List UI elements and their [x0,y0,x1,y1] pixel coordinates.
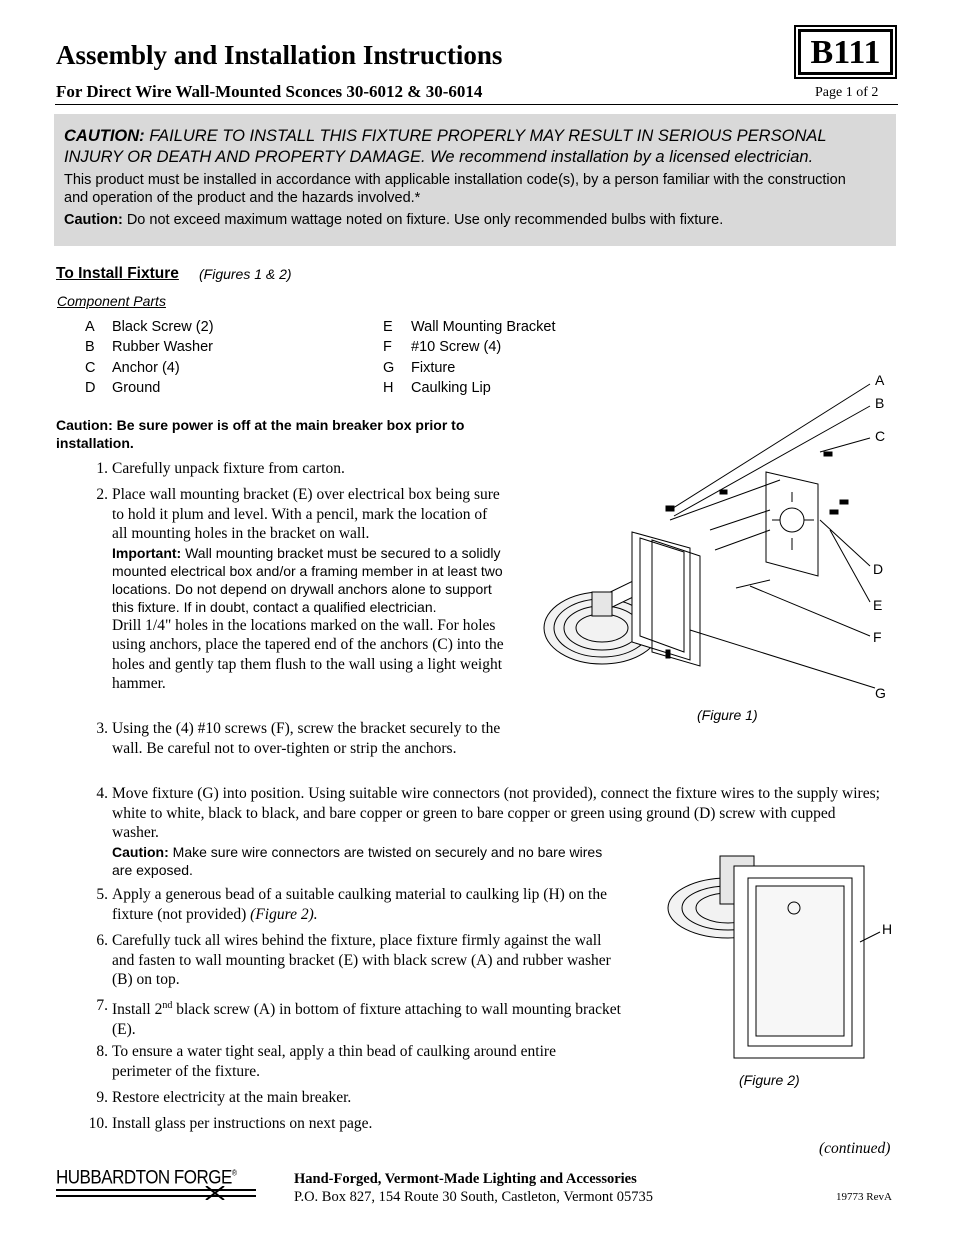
part-name: Wall Mounting Bracket [411,319,556,335]
part-letter: G [383,360,395,376]
step-body [112,885,624,924]
caution-warning-text: FAILURE TO INSTALL THIS FIXTURE PROPERLY MAY RESULT IN SERIOUS PERSONAL INJURY OR DEATH AND PROPERTY DAMAGE. We recommend installation by a licensed electrician. [64,127,827,166]
step-text: Using the (4) #10 screws (F), screw the bracket securely to the wall. Be careful not to over-tighten or strip the anchors. [112,720,501,757]
part-letter: D [85,380,96,396]
step-text: Install glass per instructions on next page. [112,1115,373,1132]
part-letter: F [383,339,392,355]
part-letter: B [85,339,95,355]
caution-warning [64,126,884,168]
hubbardton-forge-logo [56,1166,262,1205]
step-text: Apply a generous bead of a suitable caulking material to caulking lip (H) on the fixture (not provided) [112,886,607,923]
part-letter: E [383,319,393,335]
page-title: Assembly and Installation Instructions [56,40,503,70]
step-text: Carefully unpack fixture from carton. [112,460,345,477]
part-name: Anchor (4) [112,360,180,376]
continued-text: (continued) [819,1140,891,1157]
part-name: #10 Screw (4) [411,339,502,355]
step-number: 10. [88,1115,108,1132]
wattage-caution-label: Caution: [64,212,123,228]
figure-1-exploded-diagram [540,370,900,710]
wattage-caution-text: Do not exceed maximum wattage noted on fixture. Use only recommended bulbs with fixture. [126,212,724,228]
step-body [112,996,627,1039]
wire-caution-note [112,843,624,879]
step-number: 4. [96,785,108,802]
figure-2-caption: (Figure 2) [739,1072,800,1088]
figure-1-label-b: B [875,395,885,411]
drill-instructions: Drill 1/4" holes in the locations marked on the wall. For holes using anchors, place the tapered end of the anchors (C) into the holes and gently tap them flush to the wall using a light weight hammer. [112,616,504,692]
figure-2-label-h: H [882,921,893,937]
component-parts-heading: Component Parts [57,293,166,309]
step-number: 2. [96,486,108,503]
part-letter: A [85,319,95,335]
step-number: 7. [96,997,108,1014]
step-text: To ensure a water tight seal, apply a thin bead of caulking around entire perimeter of the fixture. [112,1043,556,1080]
figure-1-caption: (Figure 1) [697,707,758,723]
step-number: 6. [96,932,108,949]
figure-1-label-e: E [873,597,883,613]
important-text: Wall mounting bracket must be secured to a solidly mounted electrical box and/or a framing member in at least two locations. Do not depend on drywall anchors alone to support this fixture. If in doubt, contact a qualified electrician. [112,544,503,615]
figure-1-label-g: G [875,685,886,701]
section-figures-ref: (Figures 1 & 2) [199,266,292,282]
figure-1-label-f: F [873,629,882,645]
step-text-post: black screw (A) in bottom of fixture attaching to wall mounting bracket (E). [112,1001,621,1038]
power-off-caution: Caution: Be sure power is off at the main breaker box prior to installation. [56,417,465,451]
step-number: 3. [96,720,108,737]
important-label: Important: [112,544,182,561]
figure-1-label-d: D [873,561,884,577]
logo-registered-mark: ® [231,1169,237,1178]
page-number: Page 1 of 2 [815,85,879,100]
footer-address: P.O. Box 827, 154 Route 30 South, Castleton, Vermont 05735 [294,1189,654,1205]
document-id-badge: B111 [798,29,893,75]
part-name: Fixture [411,360,456,376]
part-name: Rubber Washer [112,339,214,355]
wire-caution-label: Caution: [112,843,169,860]
section-heading: To Install Fixture [56,265,179,282]
step-number: 8. [96,1043,108,1060]
caution-label: CAUTION: [64,127,145,145]
step-number: 1. [96,460,108,477]
step-text: Move fixture (G) into position. Using suitable wire connectors (not provided), connect the fixture wires to the supply wires; white to white, black to black, and bare copper or green to bare copper or green using ground (D) screw with cupped washer. [112,785,880,841]
step-text-pre: Install 2 [112,1001,163,1019]
part-name: Black Screw (2) [112,319,214,335]
logo-wordmark: HUBBARDTON FORGE [56,1166,232,1188]
step-text: Carefully tuck all wires behind the fixture, place fixture firmly against the wall and fasten to wall mounting bracket (E) with black screw (A) and rubber washer (B) on top. [112,932,611,988]
header-divider [55,104,898,105]
installation-code-notice: This product must be installed in accordance with applicable installation code(s), by a person familiar with the construction and operation of the product and the hazards involved.* [64,172,846,206]
step-number: 9. [96,1089,108,1106]
part-letter: H [383,380,394,396]
part-letter: C [85,360,96,376]
part-name: Caulking Lip [411,380,491,396]
step-number: 5. [96,886,108,903]
step-text: Place wall mounting bracket (E) over electrical box being sure to hold it plum and level. With a pencil, mark the location of all mounting holes in the bracket on wall. [112,486,500,542]
step-body [112,485,505,694]
continued-note [819,1140,890,1158]
logo-text [56,1166,262,1189]
page-subtitle: For Direct Wire Wall-Mounted Sconces 30-6012 & 30-6014 [56,82,483,101]
step-superscript: nd [162,1000,173,1011]
part-name: Ground [112,380,161,396]
step-figure-ref: (Figure 2). [250,905,318,923]
step-text: Restore electricity at the main breaker. [112,1089,352,1106]
revision-code: 19773 RevA [836,1191,892,1203]
figure-1-label-c: C [875,428,886,444]
figure-1-label-a: A [875,372,885,388]
figure-2-caulking-diagram [664,848,904,1060]
footer-tagline: Hand-Forged, Vermont-Made Lighting and Accessories [294,1171,637,1187]
wattage-caution [64,212,884,228]
important-note [112,544,505,616]
wire-caution-text: Make sure wire connectors are twisted on securely and no bare wires are exposed. [112,843,603,878]
